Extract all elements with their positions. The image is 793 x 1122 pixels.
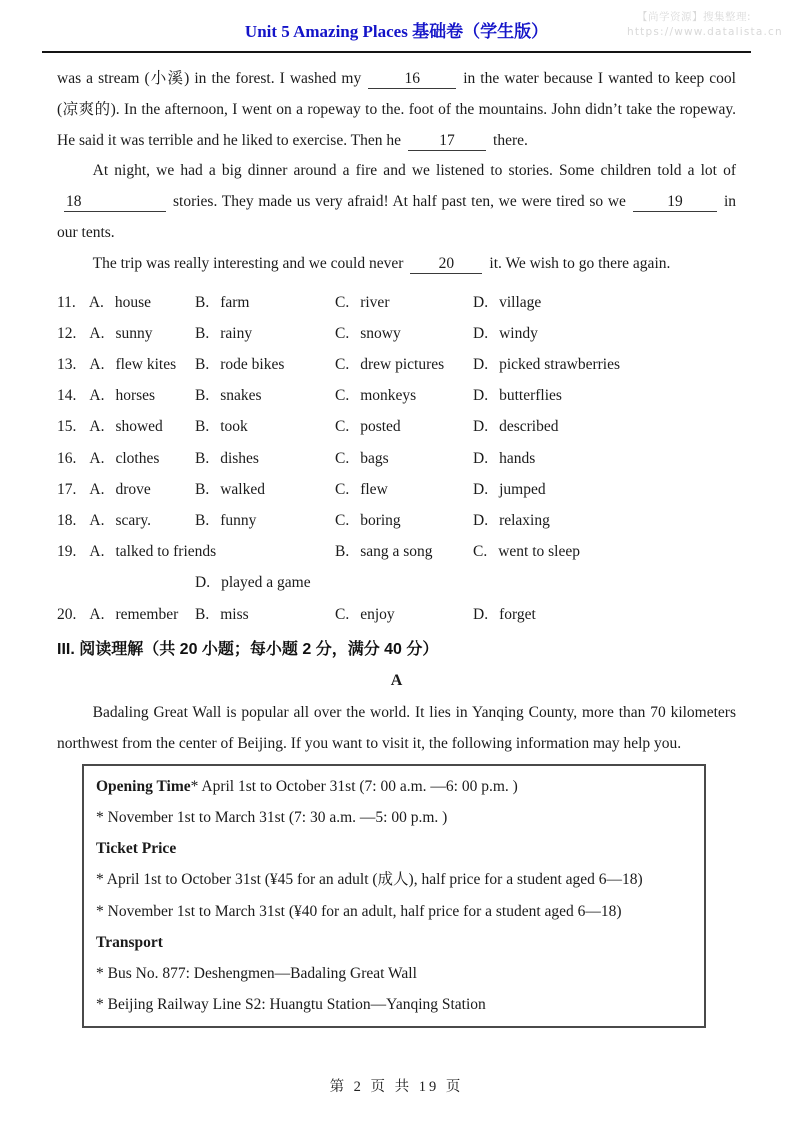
cloze-blank-17: 17 xyxy=(408,131,486,151)
info-box-label: Transport xyxy=(96,933,163,951)
option-label: A. xyxy=(89,449,105,467)
info-box-line xyxy=(96,833,692,864)
option-label: A. xyxy=(89,605,105,623)
option-label: B. xyxy=(335,543,350,561)
option-11-B xyxy=(195,287,335,318)
question-row-19 xyxy=(57,567,736,598)
option-12-D xyxy=(473,318,736,349)
option-text: horses xyxy=(115,387,156,405)
option-15-C xyxy=(335,411,473,442)
question-number: 13. xyxy=(57,355,77,373)
option-11-C xyxy=(335,287,473,318)
option-label: C. xyxy=(335,480,350,498)
option-17-A xyxy=(57,474,195,505)
option-18-A xyxy=(57,505,195,536)
info-box-text: * November 1st to March 31st (7: 30 a.m. —5: 00 p.m. ) xyxy=(96,809,448,827)
question-options xyxy=(57,287,736,630)
option-text: miss xyxy=(220,605,249,623)
option-label: C. xyxy=(335,512,350,529)
option-text: went to sleep xyxy=(498,543,581,561)
option-label: C. xyxy=(335,387,350,405)
option-label: C. xyxy=(335,293,350,311)
question-number: 17. xyxy=(57,480,77,498)
option-text: talked to friends xyxy=(115,543,217,561)
option-16-D xyxy=(473,443,736,474)
info-box-text: * April 1st to October 31st (¥45 for an adult (成人), half price for a student aged 6—18) xyxy=(96,871,643,889)
option-label: C. xyxy=(473,543,488,561)
option-text: showed xyxy=(115,418,163,436)
option-label: B. xyxy=(195,293,210,311)
question-number: 15. xyxy=(57,418,77,436)
option-17-D xyxy=(473,474,736,505)
cloze-text: stories. They made us very afraid! At half past ten, we were tired so we xyxy=(173,193,626,211)
option-text: jumped xyxy=(499,480,546,498)
option-20-B xyxy=(195,599,335,630)
option-label: B. xyxy=(195,449,210,467)
option-12-B xyxy=(195,318,335,349)
option-text: dishes xyxy=(220,449,259,467)
info-box-label: Ticket Price xyxy=(96,840,177,858)
option-label: D. xyxy=(473,480,489,498)
option-label: B. xyxy=(195,355,210,373)
option-text: enjoy xyxy=(360,605,395,623)
question-number: 20. xyxy=(57,605,77,623)
option-text: snakes xyxy=(220,387,262,405)
watermark-url: https://www.datalista.cn xyxy=(627,26,783,38)
option-text: walked xyxy=(220,480,265,498)
passage-letter: A xyxy=(390,671,403,689)
option-text: windy xyxy=(499,324,538,342)
option-label: B. xyxy=(195,605,210,623)
option-label: D. xyxy=(473,387,489,405)
option-text: bags xyxy=(360,449,389,467)
option-14-D xyxy=(473,380,736,411)
cloze-text: in the water because I wanted to keep cool (凉爽的). In the afternoon, I went on a ropeway to the. foot of the mountains. John didn’t take the ropeway. He said it was terrible and he liked to exercise. Then he xyxy=(57,70,736,149)
option-label: B. xyxy=(195,418,210,436)
question-row-12 xyxy=(57,318,736,349)
option-19-C xyxy=(473,536,736,567)
option-12-C xyxy=(335,318,473,349)
option-text: forget xyxy=(499,605,536,623)
info-box-text: * Bus No. 877: Deshengmen—Badaling Great Wall xyxy=(96,965,417,983)
option-label: D. xyxy=(473,512,489,529)
option-14-B xyxy=(195,380,335,411)
option-text: picked strawberries xyxy=(499,355,621,373)
option-label: A. xyxy=(89,543,105,561)
option-18-B xyxy=(195,505,335,536)
question-number: 11. xyxy=(57,293,76,311)
question-row-11 xyxy=(57,287,736,318)
option-text: posted xyxy=(360,418,401,436)
option-label: A. xyxy=(89,355,105,373)
option-text: monkeys xyxy=(360,387,417,405)
question-row-14 xyxy=(57,380,736,411)
option-label: B. xyxy=(195,512,210,529)
option-label: A. xyxy=(89,387,105,405)
option-20-A xyxy=(57,599,195,630)
option-18-D xyxy=(473,505,736,536)
option-14-C xyxy=(335,380,473,411)
option-label: C. xyxy=(335,605,350,623)
option-label: D. xyxy=(473,605,489,623)
option-13-C xyxy=(335,349,473,380)
info-box-line xyxy=(96,958,692,989)
cloze-blank-19: 19 xyxy=(633,192,717,212)
option-15-A xyxy=(57,411,195,442)
info-box-line xyxy=(96,864,692,895)
option-15-B xyxy=(195,411,335,442)
option-17-C xyxy=(335,474,473,505)
info-box-label: Opening Time xyxy=(96,777,191,795)
option-label: A. xyxy=(89,324,105,342)
option-text: sunny xyxy=(115,324,153,342)
cloze-paragraph xyxy=(57,249,736,280)
page-title: Unit 5 Amazing Places 基础卷（学生版） xyxy=(244,22,549,41)
option-13-A xyxy=(57,349,195,380)
option-16-C xyxy=(335,443,473,474)
cloze-paragraph xyxy=(57,156,736,248)
option-20-C xyxy=(335,599,473,630)
option-text: relaxing xyxy=(499,512,550,529)
option-label: C. xyxy=(335,324,350,342)
question-number: 18. xyxy=(57,512,77,529)
cloze-text: in our tents. xyxy=(57,193,736,241)
option-text: drew pictures xyxy=(360,355,445,373)
option-text: farm xyxy=(220,293,250,311)
info-box-line xyxy=(96,927,692,958)
cloze-text: was a stream (小溪) in the forest. I washed my xyxy=(57,70,362,87)
option-text: butterflies xyxy=(499,387,562,405)
option-label: C. xyxy=(335,355,350,373)
info-box xyxy=(82,764,706,1029)
info-box-line xyxy=(96,896,692,927)
option-18-C xyxy=(335,505,473,536)
question-row-18 xyxy=(57,505,736,536)
question-row-16 xyxy=(57,443,736,474)
option-label: B. xyxy=(195,324,210,342)
watermark xyxy=(627,10,783,40)
option-text: drove xyxy=(115,480,151,498)
cloze-text: The trip was really interesting and we could never xyxy=(92,254,404,272)
option-16-A xyxy=(57,443,195,474)
option-label: D. xyxy=(473,449,489,467)
option-text: played a game xyxy=(221,574,311,592)
option-17-B xyxy=(195,474,335,505)
option-label: A. xyxy=(89,512,105,529)
option-12-A xyxy=(57,318,195,349)
option-text: village xyxy=(499,293,542,311)
section-heading: III. 阅读理解（共 20 小题；每小题 2 分，满分 40 分） xyxy=(57,640,439,658)
option-20-D xyxy=(473,599,736,630)
option-label: D. xyxy=(473,418,489,436)
option-text: boring xyxy=(360,512,401,529)
info-box-text: * November 1st to March 31st (¥40 for an adult, half price for a student aged 6—18) xyxy=(96,902,622,920)
page-body xyxy=(57,64,736,1028)
option-text: rainy xyxy=(220,324,253,342)
option-text: house xyxy=(114,293,152,311)
option-label: C. xyxy=(335,418,350,436)
question-number: 19. xyxy=(57,543,77,561)
option-label: B. xyxy=(195,387,210,405)
option-label: B. xyxy=(195,480,210,498)
cloze-paragraph xyxy=(57,64,736,156)
option-13-D xyxy=(473,349,736,380)
watermark-source: 【尚学资源】搜集整理: xyxy=(637,11,752,23)
option-text: flew kites xyxy=(115,355,177,373)
cloze-passage xyxy=(57,64,736,280)
info-box-text: * April 1st to October 31st (7: 00 a.m. —6: 00 p.m. ) xyxy=(190,777,518,795)
option-19-B xyxy=(335,536,473,567)
page-footer: 第 2 页 共 19 页 xyxy=(329,1079,464,1095)
option-text: clothes xyxy=(115,449,160,467)
question-number: 12. xyxy=(57,324,77,342)
option-text: rode bikes xyxy=(220,355,285,373)
option-text: described xyxy=(499,418,559,436)
info-box-line xyxy=(96,771,692,802)
option-text: river xyxy=(360,293,390,311)
option-15-D xyxy=(473,411,736,442)
cloze-text: it. We wish to go there again. xyxy=(489,254,671,272)
option-11-D xyxy=(473,287,736,318)
option-label: D. xyxy=(473,324,489,342)
cloze-blank-16: 16 xyxy=(368,69,456,89)
info-box-line xyxy=(96,989,692,1020)
question-row-20 xyxy=(57,599,736,630)
cloze-text: At night, we had a big dinner around a fire and we listened to stories. Some children told a lot of xyxy=(92,162,736,180)
info-box-line xyxy=(96,802,692,833)
option-label: D. xyxy=(473,293,489,311)
option-19-D xyxy=(195,567,335,598)
option-label: C. xyxy=(335,449,350,467)
info-box-text: * Beijing Railway Line S2: Huangtu Station—Yanqing Station xyxy=(96,996,486,1014)
option-text: hands xyxy=(499,449,536,467)
option-14-A xyxy=(57,380,195,411)
option-text: remember xyxy=(115,605,179,623)
header-divider xyxy=(42,51,751,53)
option-label: D. xyxy=(473,355,489,373)
option-text: flew xyxy=(360,480,388,498)
option-text: funny xyxy=(220,512,257,529)
option-text: took xyxy=(220,418,248,436)
option-19-A xyxy=(57,536,335,567)
option-label: D. xyxy=(195,574,211,592)
question-row-15 xyxy=(57,411,736,442)
option-text: snowy xyxy=(360,324,401,342)
cloze-blank-18: 18 xyxy=(64,192,166,212)
option-label: A. xyxy=(88,293,104,311)
question-row-17 xyxy=(57,474,736,505)
question-number: 14. xyxy=(57,387,77,405)
option-label: A. xyxy=(89,480,105,498)
option-11-A xyxy=(57,287,195,318)
option-16-B xyxy=(195,443,335,474)
option-label: A. xyxy=(89,418,105,436)
option-text: sang a song xyxy=(360,543,433,561)
option-13-B xyxy=(195,349,335,380)
cloze-text: there. xyxy=(493,131,528,149)
reading-passage-intro: Badaling Great Wall is popular all over the world. It lies in Yanqing County, more than 70 kilometers northwest from the center of Beijing. If you want to visit it, the following information may help you. xyxy=(57,703,736,752)
cloze-blank-20: 20 xyxy=(410,254,482,274)
question-row-19 xyxy=(57,536,736,567)
question-row-13 xyxy=(57,349,736,380)
question-number: 16. xyxy=(57,449,77,467)
option-text: scary. xyxy=(115,512,152,529)
